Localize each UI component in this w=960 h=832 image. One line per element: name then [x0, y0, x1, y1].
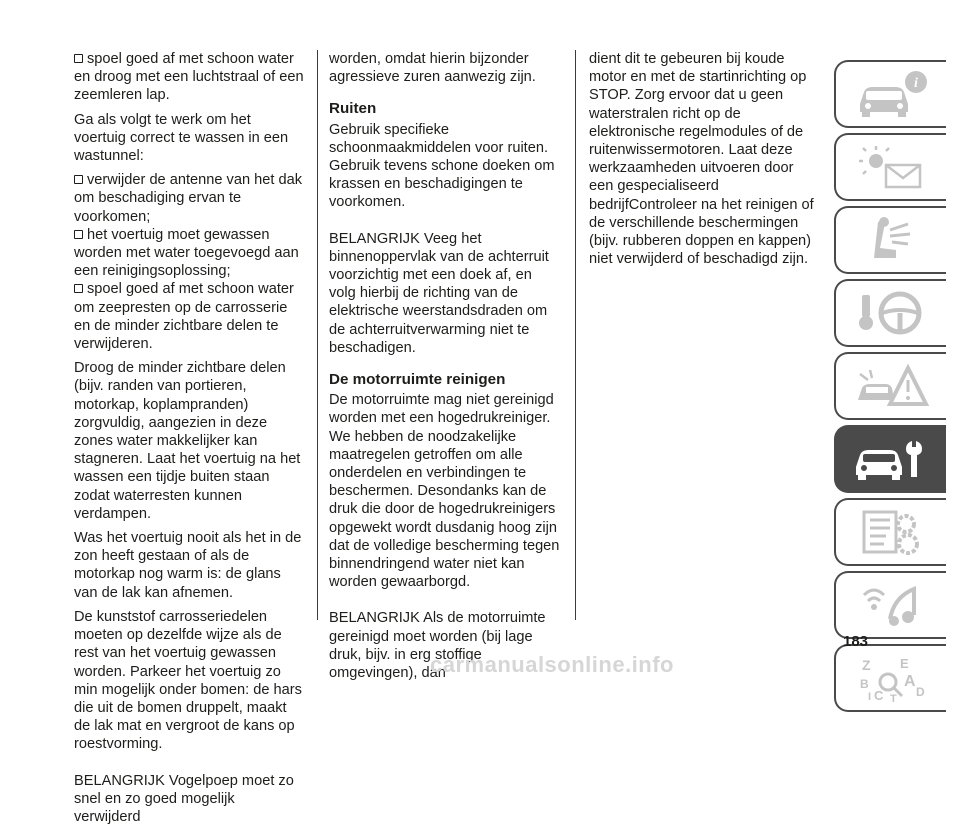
paragraph: De kunststof carrosseriedelen moeten op dezelfde wijze als de rest van het voertuig gewassen worden. Parkeer het voertuig zo min mogelijk onder bomen: de hars die uit de bomen druppelt, maakt de lak mat en vergroot de kans op roestvorming. [74, 608, 302, 753]
column-divider [317, 50, 318, 620]
paragraph-important: BELANGRIJK Vogelpoep moet zo snel en zo goed mogelijk verwijderd [74, 772, 294, 825]
bullet-item: het voertuig moet gewassen worden met water toegevoegd aan een reinigingsoplossing; [74, 226, 299, 280]
index-letters-icon [850, 652, 932, 704]
paragraph: Ga als volgt te werk om het voertuig correct te wassen in een wastunnel: [74, 111, 289, 165]
page-number: 183 [843, 633, 869, 650]
paragraph: dient dit te gebeuren bij koude motor en met de startinrichting op STOP. Zorg ervoor dat u geen waterstralen richt op de elektronische regelmodules of de ruitenwissermotoren. Laat deze werkzaamheden uitvoeren door een gespecialiseerd bedrijfControleer na het reinigen of de verschillende beschermingen (bijv. rubberen doppen en kappen) niet verwijderd of beschadigd zijn. [589, 51, 814, 268]
section-heading: Ruiten [329, 100, 377, 118]
chapter-tabs [828, 60, 946, 717]
car-wrench-icon [850, 433, 932, 485]
index-letter: C [874, 688, 884, 703]
index-letter: Z [862, 657, 871, 673]
tab-index[interactable] [834, 644, 946, 712]
tab-car-info[interactable] [834, 60, 946, 128]
bullet-square-icon [74, 284, 83, 293]
tab-emergency[interactable] [834, 352, 946, 420]
section-heading: De motorruimte reinigen [329, 371, 506, 389]
tab-multimedia[interactable] [834, 571, 946, 639]
key-steering-wheel-icon [850, 287, 932, 339]
warning-lights-mail-icon [850, 141, 932, 193]
paragraph: spoel goed af met schoon water en droog met een luchtstraal of een zeemleren lap. [74, 51, 304, 104]
tab-maintenance[interactable] [834, 425, 946, 493]
index-letter: D [916, 685, 925, 699]
seat-airbag-icon [850, 214, 932, 266]
svg-text:i: i [914, 76, 918, 91]
index-letter: E [900, 656, 909, 671]
text-column-3 [589, 50, 819, 274]
paragraph: worden, omdat hierin bijzonder agressieve zuren aanwezig zijn. [329, 51, 536, 86]
car-info-icon [850, 68, 932, 120]
bullet-square-icon [74, 230, 83, 239]
specs-gear-icon [850, 506, 932, 558]
paragraph: De motorruimte mag niet gereinigd worden met een hogedrukreiniger. We hebben de noodzakelijke maatregelen getroffen om alle onderdelen en verbindingen te beschermen. Desondanks kan de druk die door de hogedrukreinigers opgewekt wordt dusdanig hoog zijn dat de volledige bescherming tegen binnendringend water niet kan worden gewaarborgd. [329, 392, 560, 591]
bullet-item: verwijder de antenne van het dak om beschadiging ervan te voorkomen; [74, 172, 302, 225]
index-letter: A [904, 673, 916, 690]
bullet-square-icon [74, 175, 83, 184]
bullet-item: spoel goed af met schoon water om zeepresten op de carrosserie en de minder zichtbare delen te verwijderen. [74, 281, 294, 353]
paragraph: Was het voertuig nooit als het in de zon heeft gestaan of als de motorkap nog warm is: de glans van de lak kan afnemen. [74, 530, 302, 601]
index-letter: B [860, 677, 869, 691]
index-letter: T [890, 693, 897, 704]
watermark: carmanualsonline.info [430, 652, 674, 677]
bullet-square-icon [74, 54, 83, 63]
text-column-1 [74, 50, 304, 832]
tab-starting-driving[interactable] [834, 279, 946, 347]
column-divider [575, 50, 576, 620]
index-letter: I [868, 691, 872, 703]
multimedia-icon [850, 579, 932, 631]
tab-technical-data[interactable] [834, 498, 946, 566]
tab-warning-lights[interactable] [834, 133, 946, 201]
paragraph: Gebruik specifieke schoonmaakmiddelen voor ruiten. Gebruik tevens schone doeken om krassen en beschadigingen te voorkomen. [329, 121, 555, 211]
paragraph-important: BELANGRIJK Veeg het binnenoppervlak van de achterruit voorzichtig met een doek af, en volg hierbij de richting van de elektrische weerstandsdraden om de achterruitverwarming niet te beschadigen. [329, 230, 549, 356]
paragraph-important: BELANGRIJK Als de motorruimte gereinigd moet worden (bij lage druk, bijv. in erg stoffige omgevingen), dan [329, 610, 546, 682]
text-column-2 [329, 50, 562, 688]
paragraph: Droog de minder zichtbare delen (bijv. randen van portieren, motorkap, koplampranden) zorgvuldig, aangezien in deze zones water makkelijker kan stagneren. Laat het voertuig na het wassen een tijdje buiten staan zodat waterresten kunnen verdampen. [74, 360, 301, 522]
tab-safety[interactable] [834, 206, 946, 274]
emergency-triangle-icon [850, 360, 932, 412]
